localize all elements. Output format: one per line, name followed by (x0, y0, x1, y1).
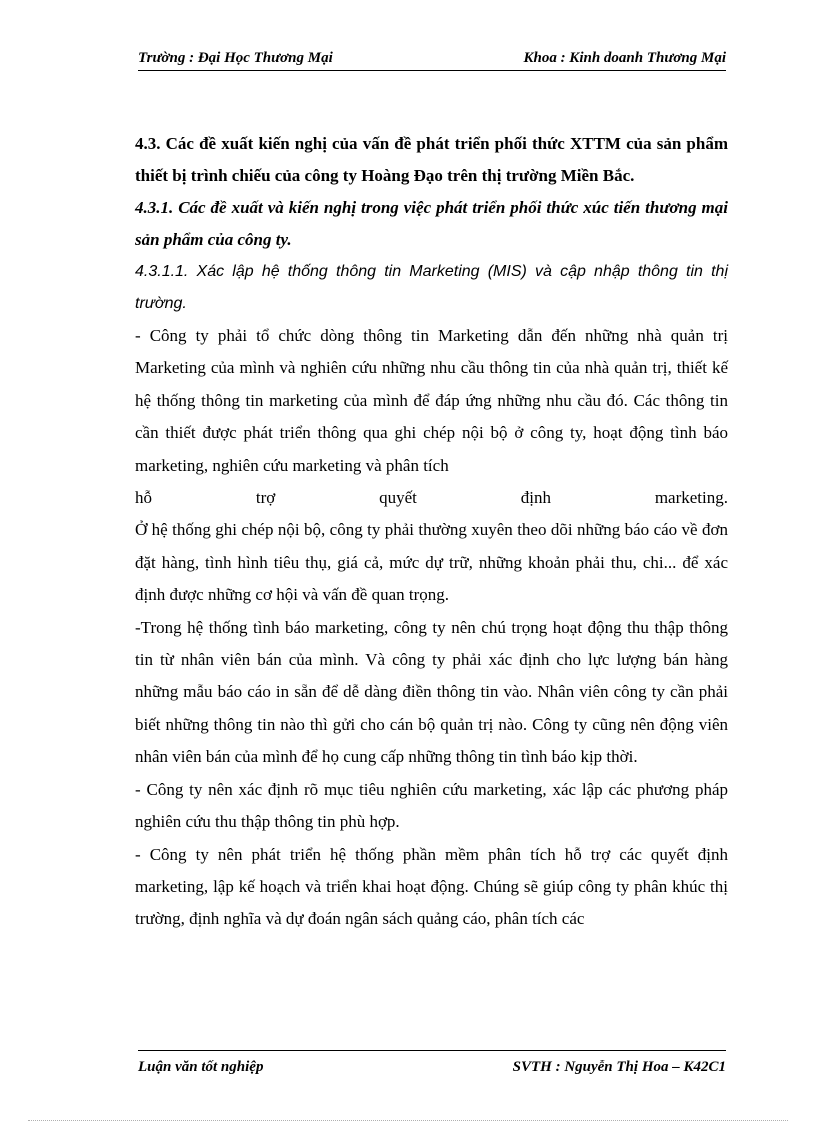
page-footer (138, 1050, 726, 1081)
footer-thesis: Luận văn tốt nghiệp (138, 1059, 264, 1075)
subsubsection-title: 4.3.1.1. Xác lập hệ thống thông tin Marketing (MIS) và cập nhập thông tin thị trường. (135, 263, 728, 312)
word: quyết (379, 488, 417, 508)
subsection-title: 4.3.1. Các đề xuất và kiến nghị trong việc phát triển phối thức xúc tiến thương mại sản phẩm của công ty. (135, 198, 728, 249)
word: định (520, 488, 551, 508)
page-content (135, 128, 728, 936)
paragraph-1: - Công ty phải tổ chức dòng thông tin Marketing dẫn đến những nhà quản trị Marketing của mình và nghiên cứu những nhu cầu thông tin của nhà quản trị, thiết kế hệ thống thông tin marketing của mình để đáp ứng những nhu cầu đó. Các thông tin cần thiết được phát triển thông qua ghi chép nội bộ ở công ty, hoạt động tình báo marketing, nghiên cứu marketing và phân tích (135, 326, 728, 475)
paragraph-4: - Công ty nên xác định rõ mục tiêu nghiên cứu marketing, xác lập các phương pháp nghiên cứu thu thập thông tin phù hợp. (135, 779, 728, 832)
page-bottom-divider (28, 1120, 788, 1121)
paragraph-1-last-line (135, 482, 728, 514)
paragraph-5: - Công ty nên phát triển hệ thống phần mềm phân tích hỗ trợ các quyết định marketing, lập kế hoạch và triển khai hoạt động. Chúng sẽ giúp công ty phân khúc thị trường, định nghĩa và dự đoán ngân sách quảng cáo, phân tích các (135, 844, 728, 929)
footer-student: SVTH : Nguyễn Thị Hoa – K42C1 (512, 1059, 726, 1075)
word: hỗ (135, 488, 152, 508)
paragraph-2: Ở hệ thống ghi chép nội bộ, công ty phải thường xuyên theo dõi những báo cáo về đơn đặt hàng, tình hình tiêu thụ, giá cả, mức dự trữ, những khoản phải thu, chi... để xác định được những cơ hội và vấn đề quan trọng. (135, 520, 728, 605)
word: trợ (255, 488, 276, 508)
header-school: Trường : Đại Học Thương Mại (138, 50, 333, 66)
section-title: 4.3. Các đề xuất kiến nghị của vấn đề phát triển phối thức XTTM của sản phẩm thiết bị trình chiếu của công ty Hoàng Đạo trên thị trường Miền Bắc. (135, 134, 728, 185)
header-faculty: Khoa : Kinh doanh Thương Mại (523, 50, 726, 66)
word: marketing. (654, 488, 728, 508)
paragraph-3: -Trong hệ thống tình báo marketing, công ty nên chú trọng hoạt động thu thập thông tin từ nhân viên bán của mình. Và công ty phải xác định cho lực lượng bán hàng những mẫu báo cáo in sẵn để dễ dàng điền thông tin vào. Nhân viên công ty cần phải biết những thông tin nào thì gửi cho cán bộ quản trị nào. Công ty cũng nên động viên nhân viên bán của mình để họ cung cấp những thông tin tình báo kịp thời. (135, 617, 728, 767)
page-header (138, 48, 726, 71)
